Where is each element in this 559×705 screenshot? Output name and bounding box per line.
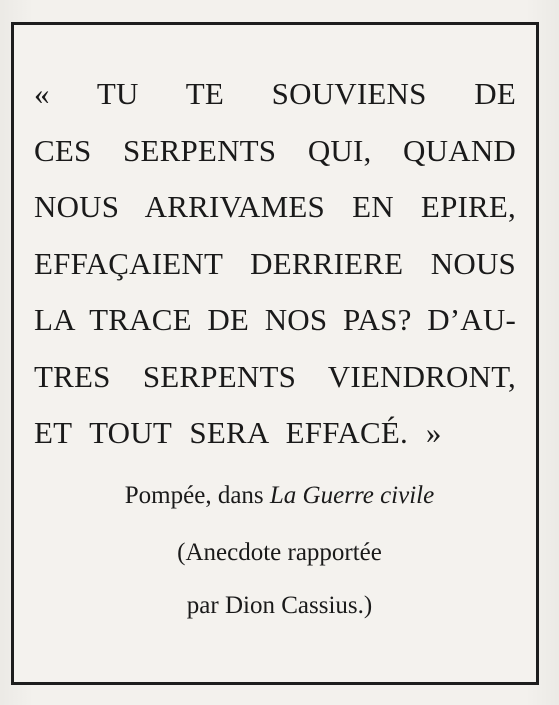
quote-line: ET TOUT SERA EFFACÉ. »	[34, 415, 442, 450]
attribution-work-title: La Guerre civile	[269, 482, 435, 509]
attribution-line	[0, 481, 559, 511]
epigraph-quote	[34, 66, 516, 462]
quote-line: TRES SERPENTS VIENDRONT,	[34, 358, 516, 394]
source-note-line-1: (Anecdote rapportée	[177, 539, 382, 566]
quote-line: NOUS ARRIVAMES EN EPIRE,	[34, 189, 516, 224]
quote-line: LA TRACE DE NOS PAS? D’AU-	[34, 302, 516, 337]
quote-line: CES SERPENTS QUI, QUAND	[34, 132, 516, 168]
quote-line: « TU TE SOUVIENS DE	[34, 76, 516, 111]
attribution-speaker: Pompée, dans	[124, 482, 270, 509]
quote-line: EFFAÇAIENT DERRIERE NOUS	[34, 245, 516, 281]
source-note-line-2: par Dion Cassius.)	[186, 592, 373, 619]
